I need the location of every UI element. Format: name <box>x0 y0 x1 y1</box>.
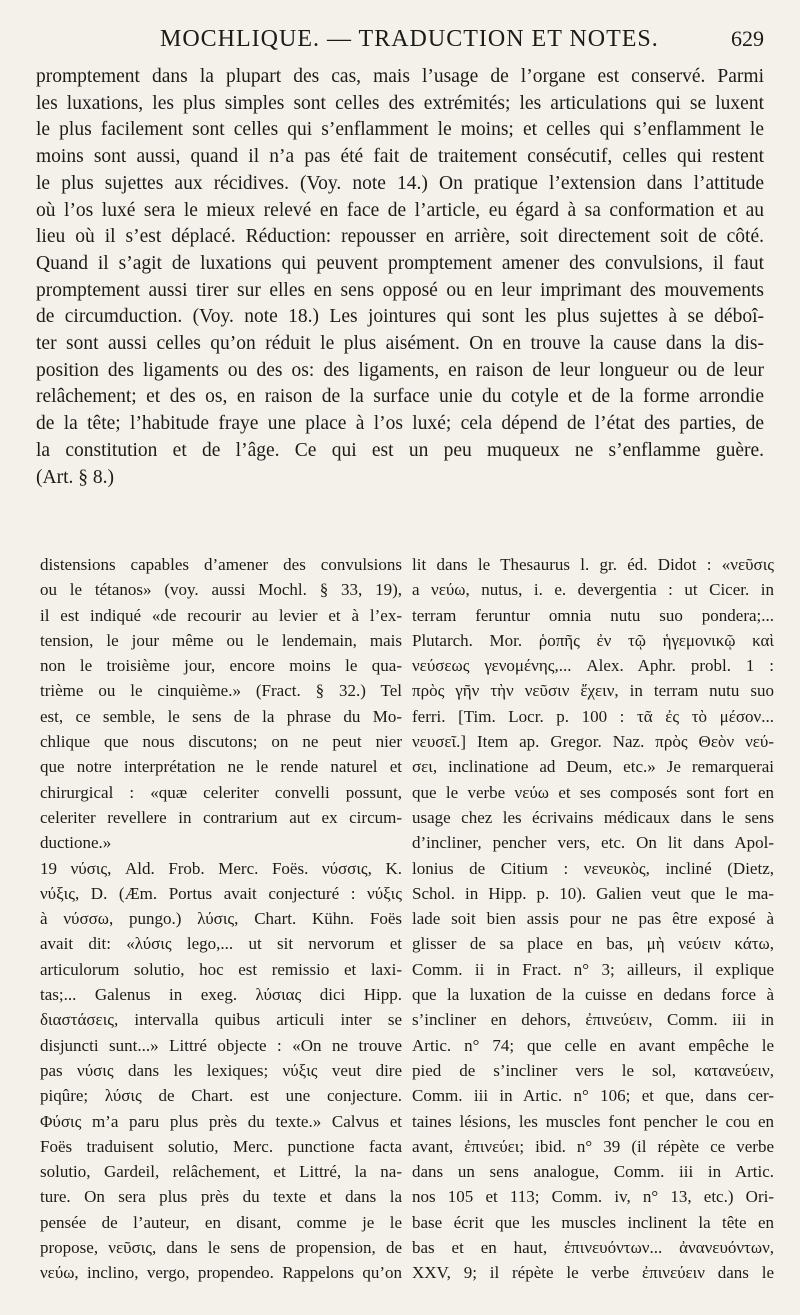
main-text-line: les luxations, les plus simples sont celles des extrémités; les articulations qui se luxent <box>36 92 764 114</box>
footnote-line: ou le tétanos» (voy. aussi Mochl. § 33, 19), <box>40 580 402 600</box>
footnote-column-left <box>40 552 402 1286</box>
footnote-line: est, ce semble, le sens de la phrase du Mo- <box>40 706 402 726</box>
footnote-line: que la luxation de la cuisse en dedans force à <box>412 985 774 1005</box>
footnote-line: d’incliner, pencher vers, etc. On lit dans Apol- <box>412 833 774 853</box>
footnote-line: articulorum solutio, hoc est remissio et laxi- <box>40 959 402 979</box>
footnote-line: que le verbe νεύω et ses composés sont fort en <box>412 782 774 802</box>
footnote-line: s’incliner en dehors, ἐπινεύειν, Comm. iii in <box>412 1010 774 1030</box>
footnote-line: 19 νύσις, Ald. Frob. Merc. Foës. νύσσις, K. <box>40 858 402 878</box>
footnote-line: terram feruntur omnia nutu suo pondera;... <box>412 605 774 625</box>
footnote-line: piqûre; λύσις de Chart. est une conjecture. <box>40 1086 402 1106</box>
footnote-line: que notre interprétation ne le rende naturel et <box>40 757 402 777</box>
footnote-line: il est indiqué «de recourir au levier et à l’ex- <box>40 605 402 625</box>
footnote-line: base écrit que les muscles inclinent la tête en <box>412 1212 774 1232</box>
footnote-line: νύξις, D. (Æm. Portus avait conjecturé : νύξις <box>40 883 402 903</box>
main-text-line: de circumduction. (Voy. note 18.) Les jointures qui sont les plus sujettes à se déboî- <box>36 306 764 328</box>
main-text-line: relâchement; et des os, en raison de la surface unie du cotyle et de la forme arrondie <box>36 386 764 408</box>
footnote-line: lade soit bien assis pour ne pas être exposé à <box>412 909 774 929</box>
footnote-line: Φύσις m’a paru plus près du texte.» Calvus et <box>40 1111 402 1131</box>
footnote-line: pensée de l’auteur, en disant, comme je le <box>40 1212 402 1232</box>
footnote-line: à νύσσω, pungo.) λύσις, Chart. Kühn. Foës <box>40 909 402 929</box>
footnote-line: Plutarch. Mor. ῥοπῆς ἐν τῷ ἡγεμονικῷ καὶ <box>412 630 774 650</box>
footnote-line: διαστάσεις, intervalla quibus articuli inter se <box>40 1010 402 1030</box>
main-text-line: le plus facilement sont celles qui s’enflamment le moins; et celles qui s’enflamment le <box>36 119 764 141</box>
footnote-line: avant, ἐπινεύει; ibid. n° 39 (il répète ce verbe <box>412 1136 774 1156</box>
footnote-line: Schol. in Hipp. p. 10). Galien veut que le ma- <box>412 883 774 903</box>
main-paragraph <box>36 64 764 491</box>
footnote-line: dans un sens analogue, Comm. iii in Artic. <box>412 1162 774 1182</box>
main-text-line: le plus sujettes aux récidives. (Voy. note 14.) On pratique l’extension dans l’attitude <box>36 172 764 194</box>
footnote-line: nos 105 et 113; Comm. iv, n° 13, etc.) Ori- <box>412 1187 774 1207</box>
footnote-line: solutio, Gardeil, relâchement, et Littré, la na- <box>40 1162 402 1182</box>
main-text-line: Quand il s’agit de luxations qui peuvent promptement amener des convulsions, il faut <box>36 252 764 274</box>
footnote-line: bas et en haut, ἐπινευόντων... ἀνανευόντων, <box>412 1238 774 1258</box>
footnote-line: pied de s’incliner vers le sol, κατανεύειν, <box>412 1060 774 1080</box>
footnote-line: ture. On sera plus près du texte et dans la <box>40 1187 402 1207</box>
footnote-line: νεύσεως γενομένης,... Alex. Aphr. probl. 1 : <box>412 656 774 676</box>
footnote-line: πρὸς γῆν τὴν νεῦσιν ἔχειν, in terram nutu suo <box>412 681 774 701</box>
main-text-line: la constitution et de l’âge. Ce qui est un peu muqueux ne s’enflamme guère. <box>36 439 764 461</box>
footnote-line: non le troisième jour, encore moins le qua- <box>40 656 402 676</box>
footnote-line: chirurgical : «quæ celeriter convelli possunt, <box>40 782 402 802</box>
footnote-line: celeriter revellere in contrarium aut ex circum- <box>40 807 402 827</box>
footnote-line: chlique que nous discutons; on ne peut nier <box>40 732 402 752</box>
footnote-line: ductione.» <box>40 833 112 853</box>
footnote-line: tas;... Galenus in exeg. λύσιας dici Hipp. <box>40 985 402 1005</box>
footnote-line: disjuncti sunt...» Littré objecte : «On ne trouve <box>40 1035 402 1055</box>
footnote-line: ferri. [Tim. Locr. p. 100 : τᾶ ἐς τὸ μέσον... <box>412 706 774 726</box>
main-text-line: (Art. § 8.) <box>36 466 114 488</box>
footnote-line: Comm. iii in Artic. n° 106; et que, dans cer- <box>412 1086 774 1106</box>
footnote-line: lonius de Citium : νενευκὸς, incliné (Dietz, <box>412 858 774 878</box>
running-title: MOCHLIQUE. — TRADUCTION ET NOTES. <box>160 26 659 52</box>
main-text-line: de la tête; l’habitude fraye une place à l’os luxé; cela dépend de l’état des parties, de <box>36 413 764 435</box>
footnote-line: lit dans le Thesaurus l. gr. éd. Didot : «νεῦσις <box>412 555 774 574</box>
page-number: 629 <box>731 26 764 51</box>
main-text-line: où l’os luxé sera le mieux relevé en face de l’article, eu égard à sa conformation et au <box>36 199 764 221</box>
footnote-line: a νεύω, nutus, i. e. devergentia : ut Cicer. in <box>412 580 774 600</box>
footnote-line: distensions capables d’amener des convulsions <box>40 555 402 574</box>
footnote-line: νεύω, inclino, vergo, propendeo. Rappelons qu’on <box>40 1263 402 1283</box>
footnote-column-right <box>412 552 774 1286</box>
main-text-line: lieu où il s’est déplacé. Réduction: repousser en arrière, soit directement soit de côté. <box>36 226 764 248</box>
footnote-line: trième ou le cinquième.» (Fract. § 32.) Tel <box>40 681 402 701</box>
main-text-line: ter sont aussi celles qu’on réduit le plus aisément. On en trouve la cause dans la dis- <box>36 333 764 355</box>
footnote-line: Foës traduisent solutio, Merc. punctione facta <box>40 1136 402 1156</box>
footnote-line: propose, νεῦσις, dans le sens de propension, de <box>40 1238 402 1258</box>
footnote-line: tension, le jour même ou le lendemain, mais <box>40 630 402 650</box>
footnote-line: glisser de sa place en bas, μὴ νεύειν κάτω, <box>412 934 774 954</box>
page-header <box>30 26 764 58</box>
main-text-line: promptement dans la plupart des cas, mais l’usage de l’organe est conservé. Parmi <box>36 66 764 87</box>
footnote-line: Comm. ii in Fract. n° 3; ailleurs, il explique <box>412 959 774 979</box>
main-text-line: moins sont aussi, quand il n’a pas été fait de traitement consécutif, celles qui restent <box>36 146 764 168</box>
footnote-line: Artic. n° 74; que celle en avant empêche le <box>412 1035 774 1055</box>
footnote-line: σει, inclinatione ad Deum, etc.» Je remarquerai <box>412 757 774 777</box>
main-text-line: position des ligaments ou des os: des ligaments, en raison de leur longueur ou de leur <box>36 359 764 381</box>
footnote-line: taines lésions, les muscles font pencher le cou en <box>412 1111 774 1131</box>
footnote-line: XXV, 9; il répète le verbe ἐπινεύειν dans le <box>412 1263 774 1283</box>
footnote-line: νευσεῖ.] Item ap. Gregor. Naz. πρὸς Θεὸν νεύ- <box>412 732 774 752</box>
footnote-line: avait dit: «λύσις lego,... ut sit nervorum et <box>40 934 402 954</box>
footnote-line: pas νύσις dans les lexiques; νύξις veut dire <box>40 1060 402 1080</box>
footnote-line: usage chez les écrivains médicaux dans le sens <box>412 807 774 827</box>
main-text-line: promptement aussi tirer sur elles en sens opposé ou en leur imprimant des mouvements <box>36 279 764 301</box>
